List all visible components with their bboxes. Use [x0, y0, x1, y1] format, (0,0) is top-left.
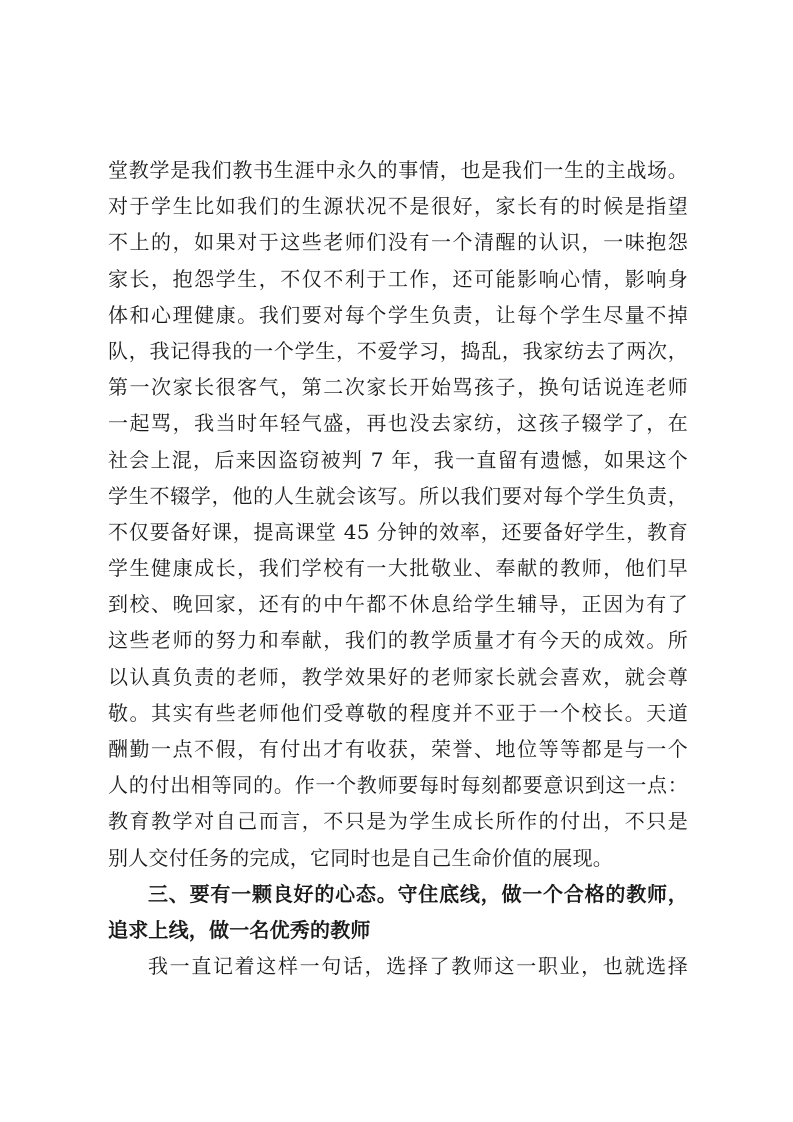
text-line: 以认真负责的老师，教学效果好的老师家长就会喜欢，就会尊 [108, 664, 688, 689]
section-heading [108, 876, 688, 948]
paragraph [108, 152, 688, 876]
text-line: 堂教学是我们教书生涯中永久的事情，也是我们一生的主战场。 [108, 158, 688, 182]
text-line: 到校、晚回家，还有的中午都不休息给学生辅导，正因为有了 [108, 592, 688, 617]
text-line: 学生不辍学，他的人生就会该写。所以我们要对每个学生负责， [108, 483, 688, 508]
text-line: 酬勤一点不假，有付出才有收获，荣誉、地位等等都是与一个 [108, 737, 688, 761]
paragraph [108, 948, 688, 984]
text-line: 别人交付任务的完成，它同时也是自己生命价值的展现。 [108, 845, 613, 870]
text-line: 人的付出相等同的。作一个教师要每时每刻都要意识到这一点： [108, 773, 688, 798]
text-line: 第一次家长很客气，第二次家长开始骂孩子，换句话说连老师 [108, 375, 688, 400]
text-line: 不仅要备好课，提高课堂 45 分钟的效率，还要备好学生，教育 [108, 519, 688, 544]
text-line: 学生健康成长，我们学校有一大批敬业、奉献的教师，他们早 [108, 556, 688, 581]
document-page [108, 152, 688, 984]
text-line: 体和心理健康。我们要对每个学生负责，让每个学生尽量不掉 [108, 302, 688, 327]
text-line: 这些老师的努力和奉献，我们的教学质量才有今天的成效。所 [108, 628, 688, 653]
text-line: 教育教学对自己而言，不只是为学生成长所作的付出，不只是 [108, 809, 688, 834]
text-line: 家长，抱怨学生，不仅不利于工作，还可能影响心情，影响身 [108, 266, 688, 291]
text-line: 我一直记着这样一句话，选择了教师这一职业，也就选择 [148, 954, 688, 979]
text-line: 不上的，如果对于这些老师们没有一个清醒的认识，一味抱怨 [108, 230, 688, 255]
text-line: 一起骂，我当时年轻气盛，再也没去家纺，这孩子辍学了，在 [108, 411, 688, 436]
heading-line: 三、要有一颗良好的心态。守住底线，做一个合格的教师， [148, 881, 688, 906]
heading-line: 追求上线，做一名优秀的教师 [108, 917, 371, 942]
text-line: 队，我记得我的一个学生，不爱学习，捣乱，我家纺去了两次， [108, 338, 688, 363]
text-line: 社会上混，后来因盗窃被判 7 年，我一直留有遗憾，如果这个 [108, 447, 688, 472]
text-line: 对于学生比如我们的生源状况不是很好，家长有的时候是指望 [108, 194, 688, 219]
text-line: 敬。其实有些老师他们受尊敬的程度并不亚于一个校长。天道 [108, 700, 688, 725]
